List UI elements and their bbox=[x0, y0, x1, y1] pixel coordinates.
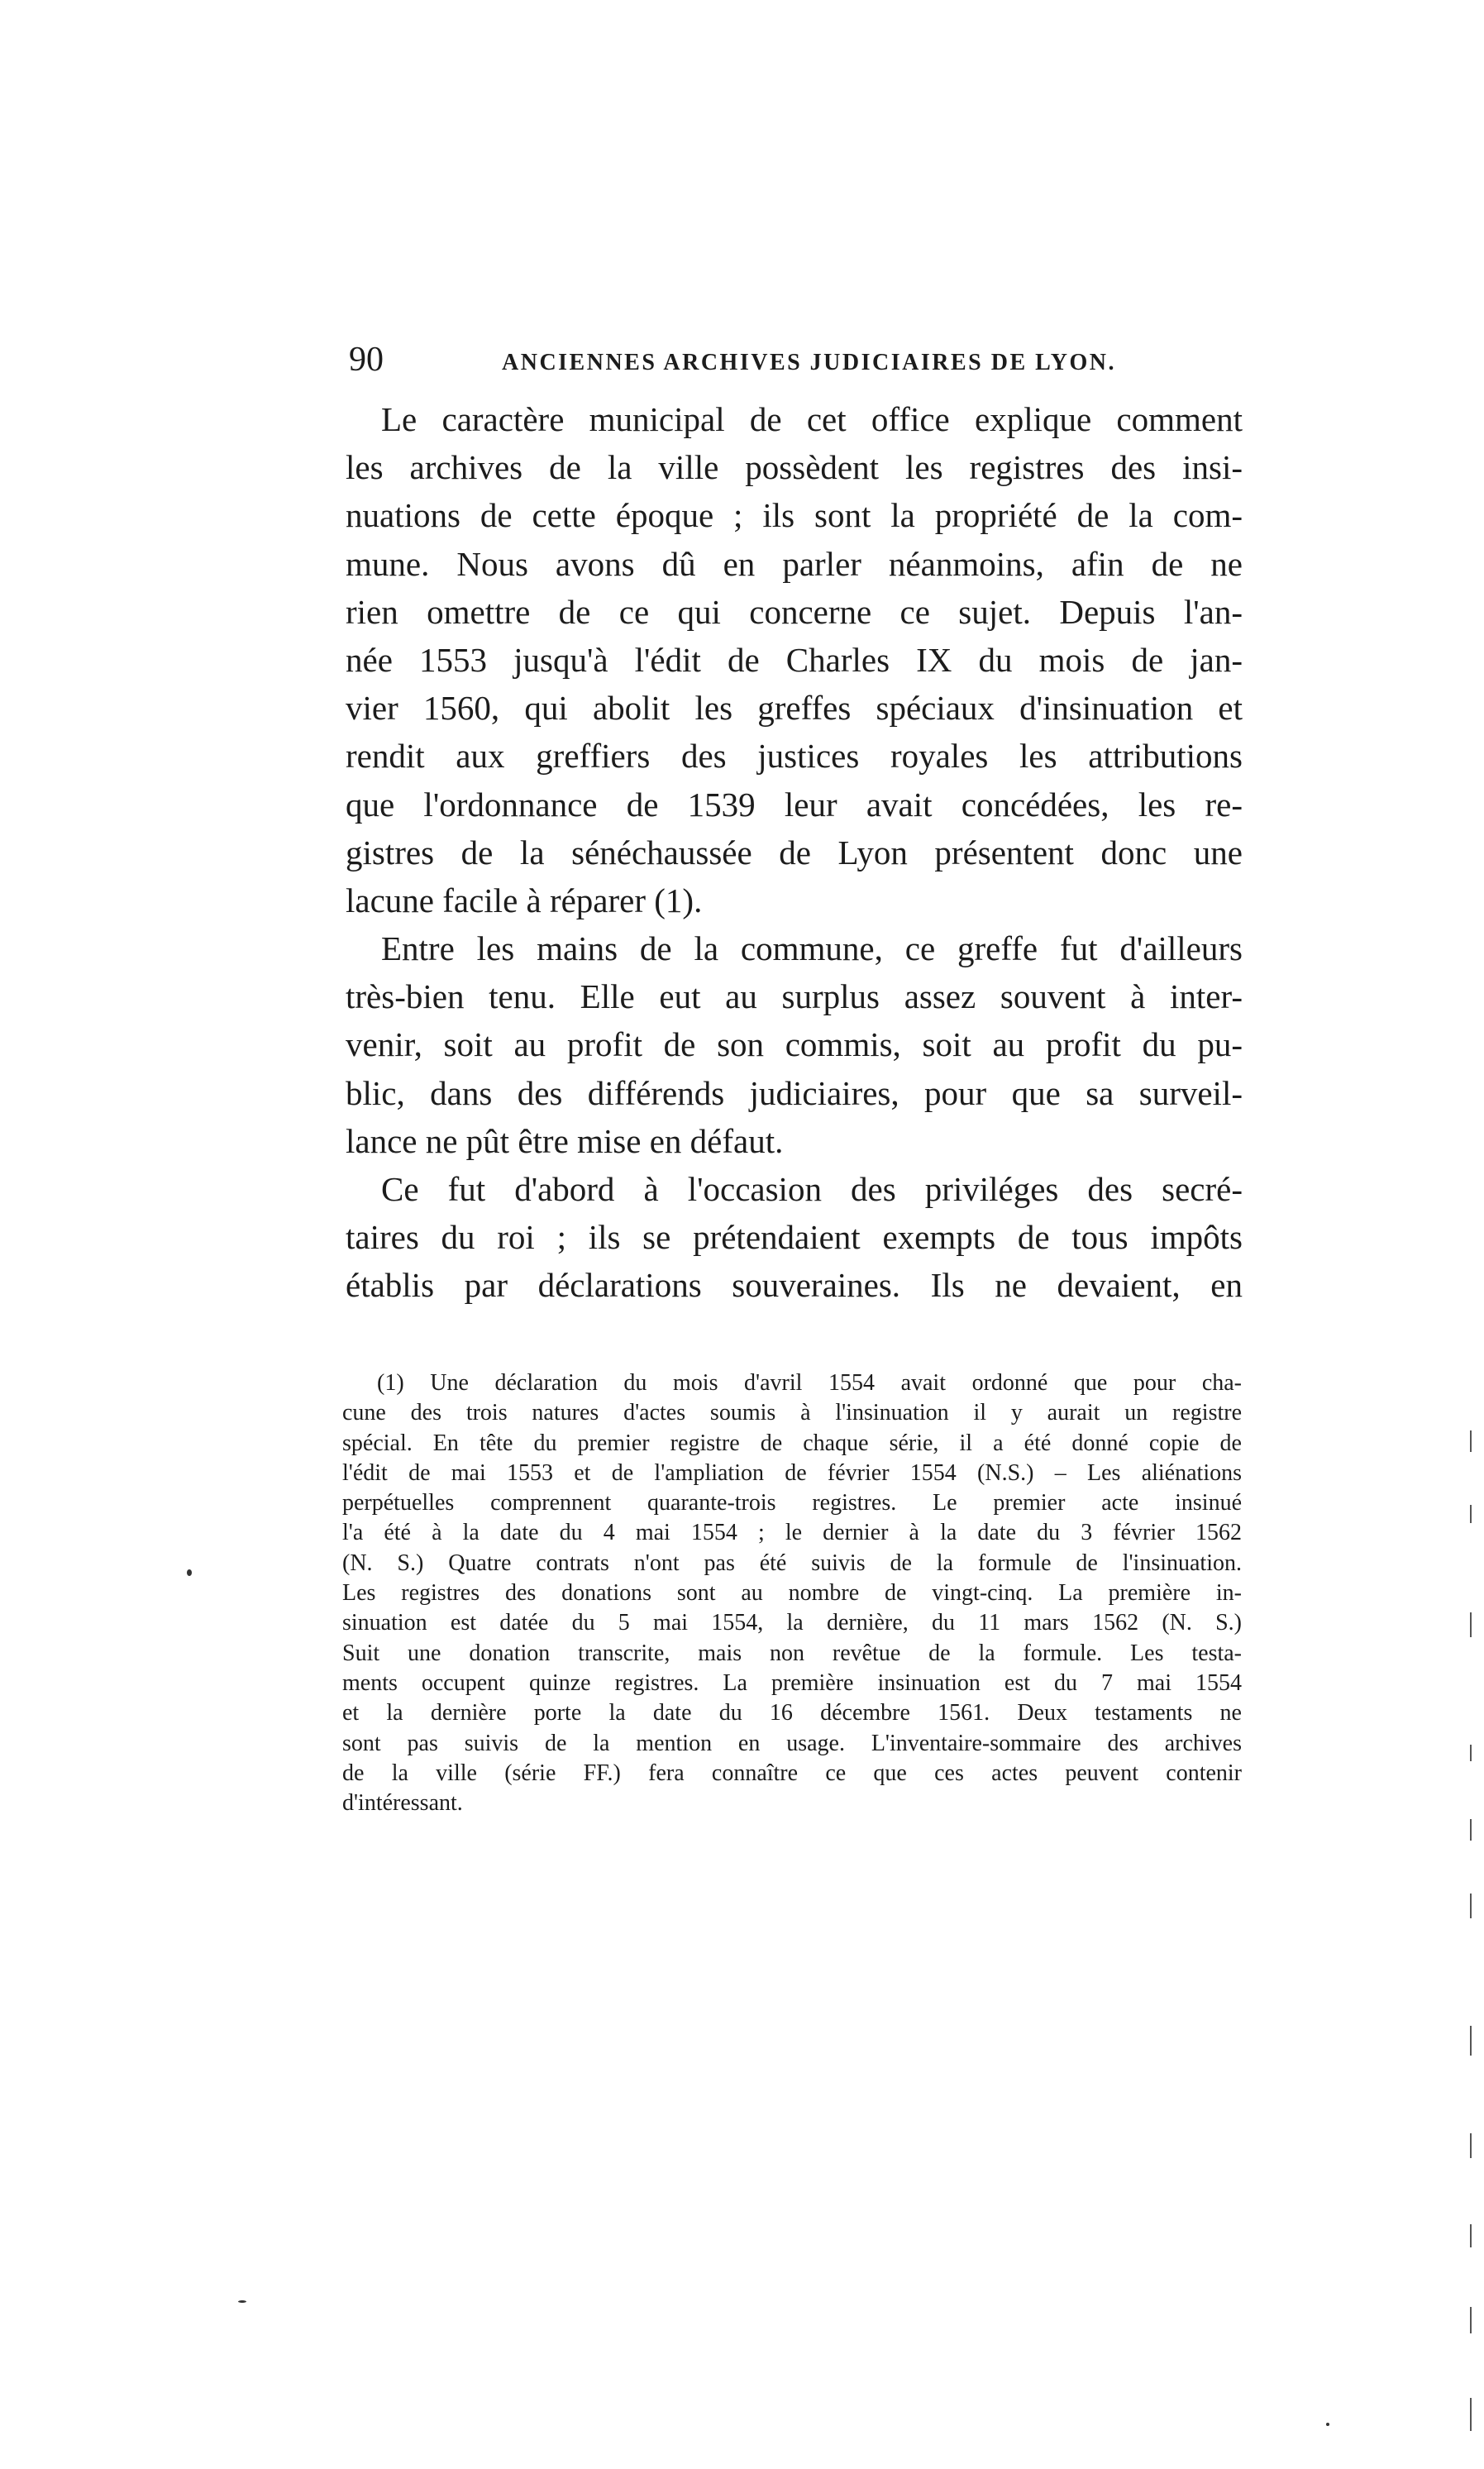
main-text bbox=[346, 395, 1243, 1310]
scan-speck bbox=[187, 1569, 192, 1576]
scan-edge-marks bbox=[1470, 1430, 1475, 2464]
footnote-line: Suit une donation transcrite, mais non revêtue de la formule. Les testa- bbox=[342, 1640, 1242, 1666]
footnote bbox=[342, 1368, 1242, 1818]
page-number: 90 bbox=[349, 341, 384, 379]
footnote-line: perpétuelles comprennent quarante-trois registres. Le premier acte insinué bbox=[342, 1490, 1242, 1516]
scan-edge-mark bbox=[1470, 2398, 1472, 2431]
scan-speck bbox=[238, 2300, 246, 2303]
text-line: les archives de la ville possèdent les registres des insi- bbox=[346, 448, 1243, 487]
text-line: mune. Nous avons dû en parler néanmoins, afin de ne bbox=[346, 544, 1243, 583]
scan-edge-mark bbox=[1470, 2026, 1472, 2056]
running-title: ANCIENNES ARCHIVES JUDICIAIRES DE LYON. bbox=[502, 350, 1116, 375]
footnote-line: spécial. En tête du premier registre de chaque série, il a été donné copie de bbox=[342, 1430, 1242, 1456]
footnote-line: sont pas suivis de la mention en usage. L'inventaire-sommaire des archives bbox=[342, 1730, 1242, 1756]
footnote-line: de la ville (série FF.) fera connaître ce que ces actes peuvent contenir bbox=[342, 1760, 1242, 1786]
text-line: Ce fut d'abord à l'occasion des priviléges des secré- bbox=[381, 1170, 1243, 1208]
text-line: lance ne pût être mise en défaut. bbox=[346, 1121, 784, 1160]
scan-edge-mark bbox=[1470, 1505, 1472, 1523]
scan-edge-mark bbox=[1470, 1430, 1472, 1452]
footnote-line: cune des trois natures d'actes soumis à l'insinuation il y aurait un registre bbox=[342, 1400, 1242, 1426]
text-line: vier 1560, qui abolit les greffes spéciaux d'insinuation et bbox=[346, 689, 1243, 728]
scan-speck bbox=[1326, 2423, 1329, 2426]
footnote-line: (N. S.) Quatre contrats n'ont pas été suivis de la formule de l'insinuation. bbox=[342, 1550, 1242, 1576]
text-line: que l'ordonnance de 1539 leur avait concédées, les re- bbox=[346, 785, 1243, 824]
footnote-line: Les registres des donations sont au nombre de vingt-cinq. La première in- bbox=[342, 1580, 1242, 1607]
footnote-line: et la dernière porte la date du 16 décembre 1561. Deux testaments ne bbox=[342, 1700, 1242, 1726]
scan-edge-mark bbox=[1470, 2307, 1472, 2333]
footnote-line: (1) Une déclaration du mois d'avril 1554 avait ordonné que pour cha- bbox=[377, 1370, 1242, 1396]
text-line: venir, soit au profit de son commis, soit au profit du pu- bbox=[346, 1025, 1243, 1064]
text-line: gistres de la sénéchaussée de Lyon présentent donc une bbox=[346, 833, 1243, 872]
text-line: taires du roi ; ils se prétendaient exempts de tous impôts bbox=[346, 1218, 1243, 1257]
text-line: née 1553 jusqu'à l'édit de Charles IX du mois de jan- bbox=[346, 640, 1243, 679]
text-line: très-bien tenu. Elle eut au surplus assez souvent à inter- bbox=[346, 977, 1243, 1016]
text-line: Le caractère municipal de cet office explique comment bbox=[381, 400, 1243, 438]
footnote-line: l'a été à la date du 4 mai 1554 ; le dernier à la date du 3 février 1562 bbox=[342, 1520, 1242, 1546]
scan-edge-mark bbox=[1470, 1745, 1472, 1761]
text-line: Entre les mains de la commune, ce greffe fut d'ailleurs bbox=[381, 929, 1243, 968]
footnote-line: d'intéressant. bbox=[342, 1790, 463, 1817]
text-line: rendit aux greffiers des justices royales les attributions bbox=[346, 737, 1243, 776]
text-line: établis par déclarations souveraines. Ils ne devaient, en bbox=[346, 1266, 1243, 1305]
footnote-line: sinuation est datée du 5 mai 1554, la dernière, du 11 mars 1562 (N. S.) bbox=[342, 1610, 1242, 1636]
scan-edge-mark bbox=[1470, 1894, 1472, 1918]
footnote-line: ments occupent quinze registres. La première insinuation est du 7 mai 1554 bbox=[342, 1669, 1242, 1696]
text-line: blic, dans des différends judiciaires, pour que sa surveil- bbox=[346, 1073, 1243, 1112]
text-line: nuations de cette époque ; ils sont la propriété de la com- bbox=[346, 496, 1243, 535]
scan-edge-mark bbox=[1470, 2133, 1472, 2158]
scan-edge-mark bbox=[1470, 1819, 1472, 1841]
scan-edge-mark bbox=[1470, 2224, 1472, 2247]
running-header bbox=[349, 335, 1246, 384]
text-line: rien omettre de ce qui concerne ce sujet. Depuis l'an- bbox=[346, 592, 1243, 631]
text-line: lacune facile à réparer (1). bbox=[346, 881, 703, 919]
footnote-line: l'édit de mai 1553 et de l'ampliation de février 1554 (N.S.) – Les aliénations bbox=[342, 1459, 1242, 1486]
scan-edge-mark bbox=[1470, 1612, 1472, 1637]
